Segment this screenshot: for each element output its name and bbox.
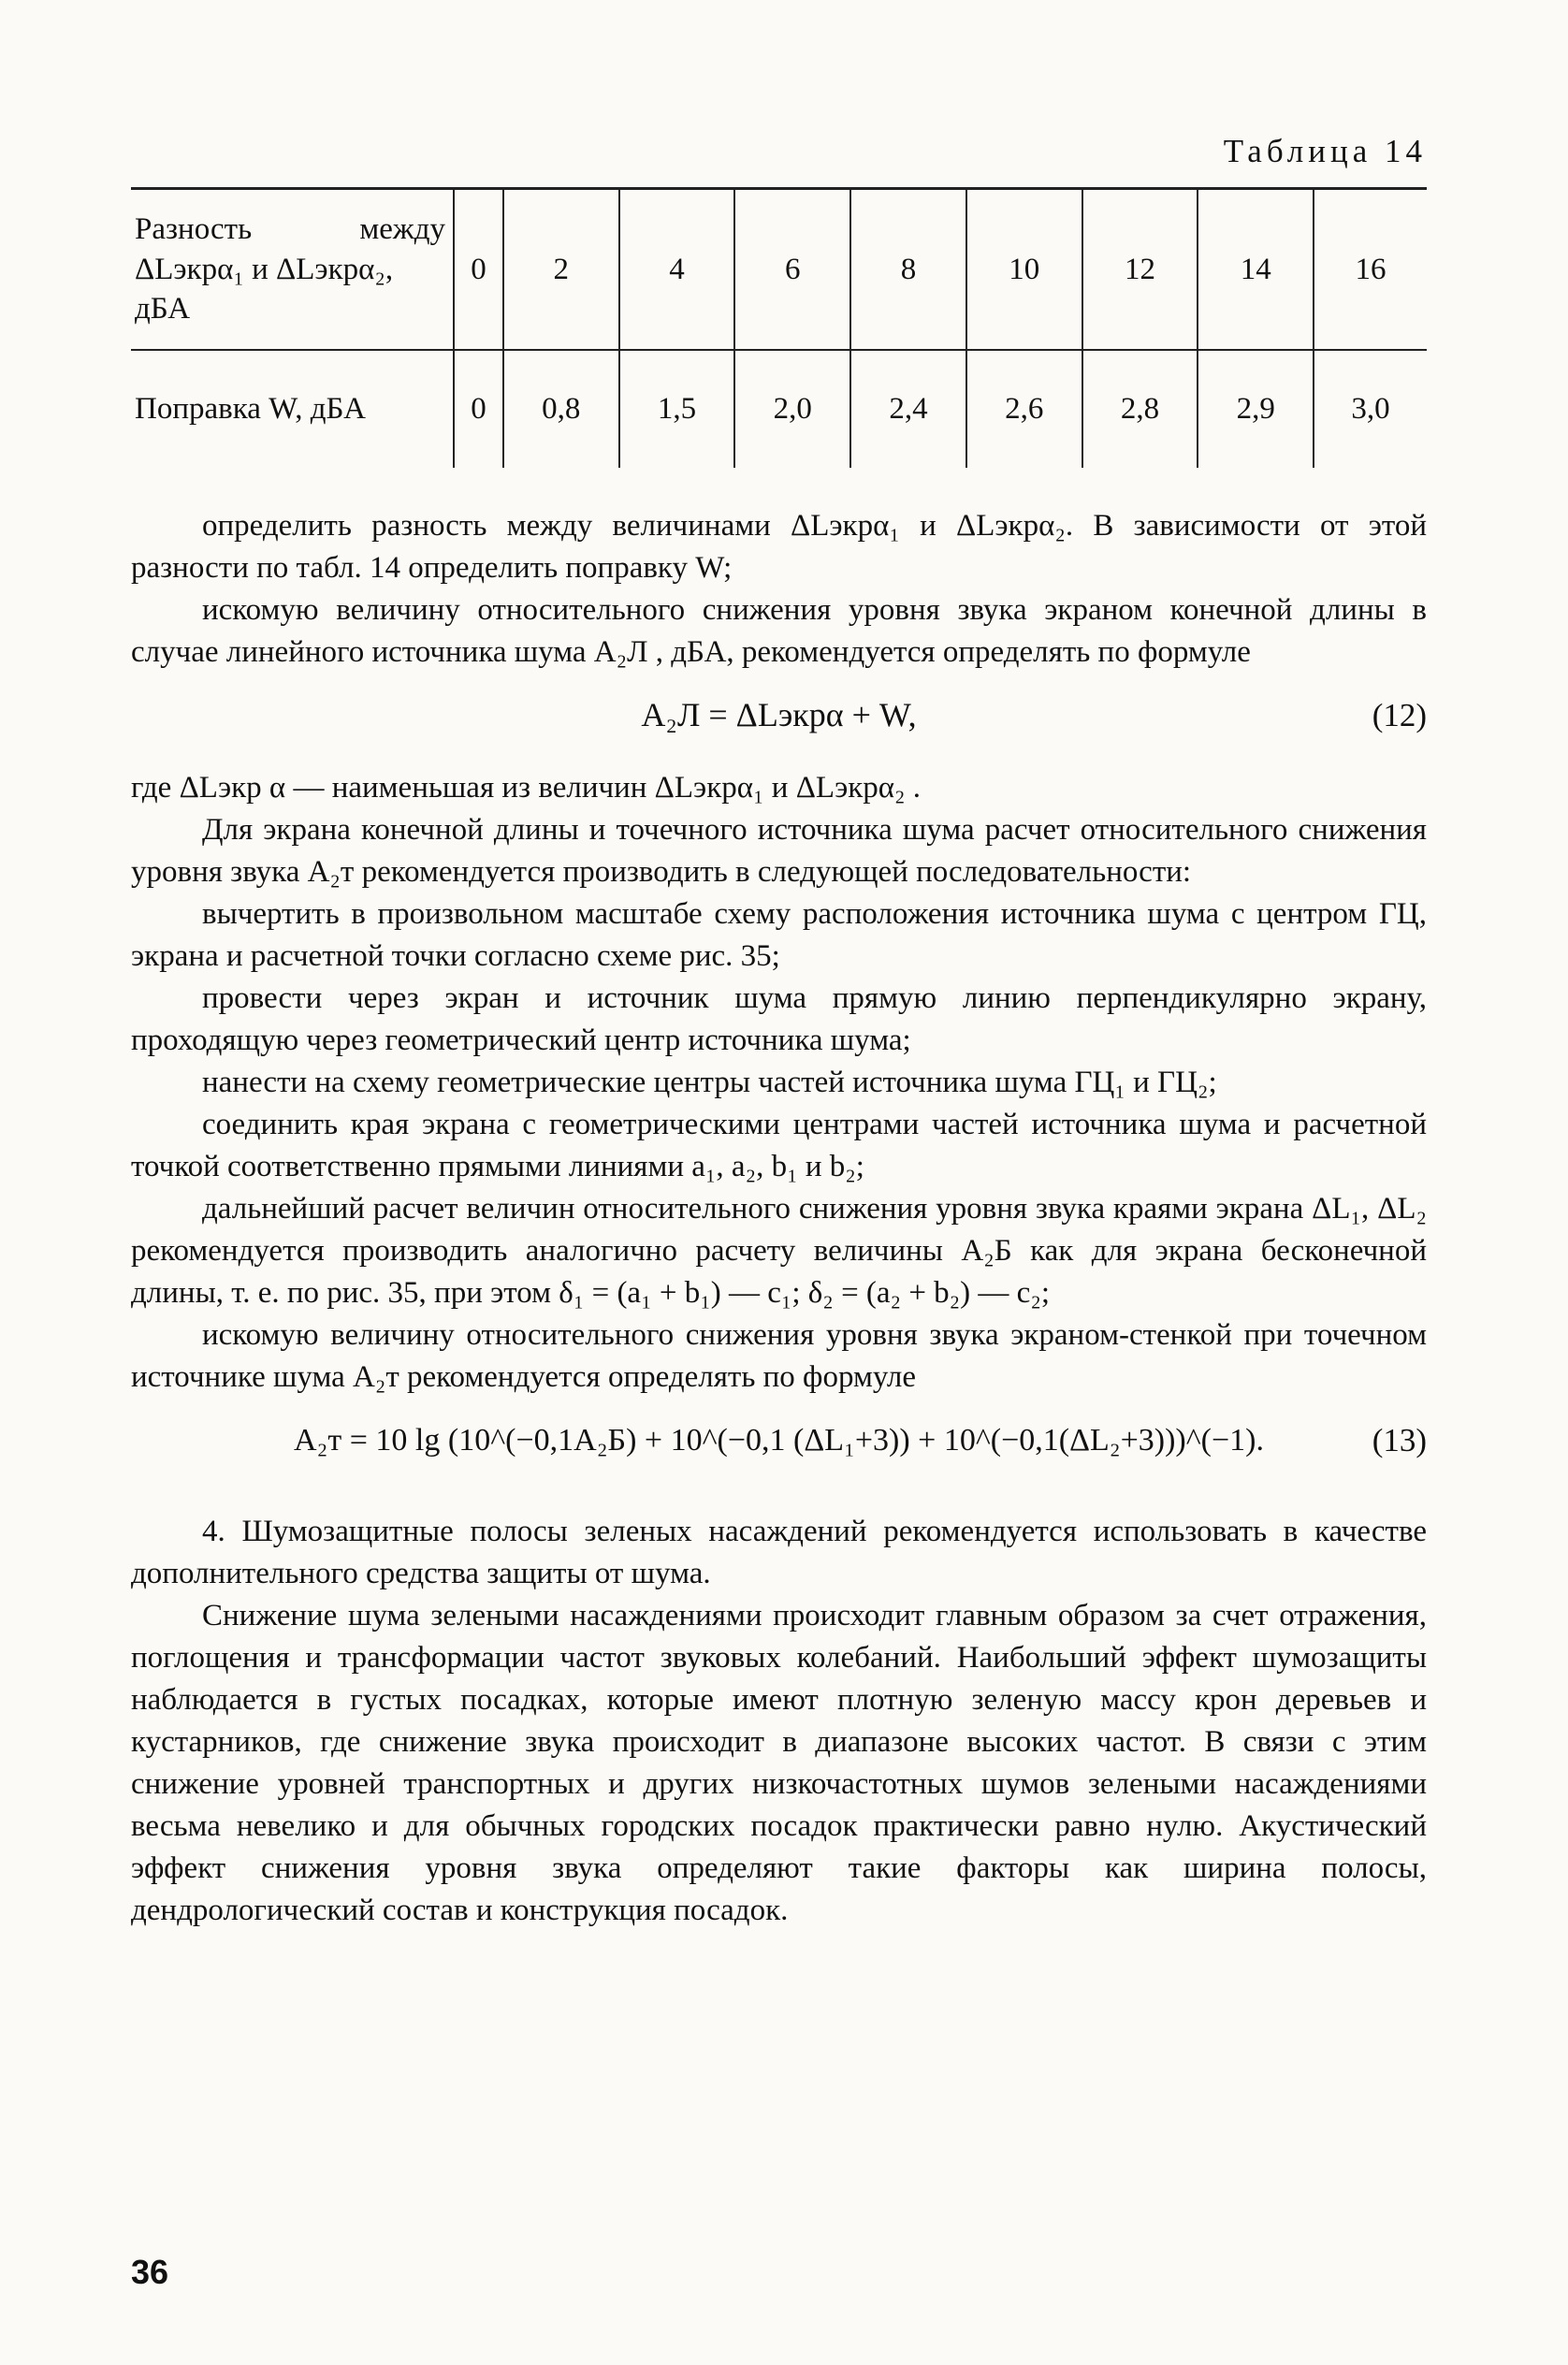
formula-number: (12) [1372, 697, 1427, 733]
table-cell: 10 [966, 189, 1082, 351]
table-cell: 2,4 [850, 350, 966, 468]
paragraph: нанести на схему геометрические центры частей источника шума ГЦ₁ и ГЦ₂; [202, 1066, 1217, 1099]
formula-13 [131, 1399, 1427, 1492]
paragraph: где ΔLэкр α — наименьшая из величин ΔLэкрα₁ и ΔLэкрα₂ . [131, 771, 922, 805]
table-cell: 2,0 [734, 350, 850, 468]
section-paragraph: 4. Шумозащитные полосы зеленых насаждений рекомендуется использовать в качестве дополнительного средства защиты от шума. [131, 1515, 1427, 1590]
formula-expression: A₂т = 10 lg (10^(−0,1A₂Б) + 10^(−0,1 (ΔL₁+3)) + 10^(−0,1(ΔL₂+3)))^(−1). [293, 1423, 1265, 1458]
table-cell: 2,6 [966, 350, 1082, 468]
table-cell: 0,8 [503, 350, 619, 468]
table-cell: 0 [454, 189, 503, 351]
paragraph: соединить края экрана с геометрическими центрами частей источника шума и расчетной точкой соответственно прямыми линиями a₁, a₂, b₁ и b₂; [131, 1108, 1427, 1183]
formula-expression: A₂Л = ΔLэкрα + W, [641, 696, 917, 733]
table-cell: 8 [850, 189, 966, 351]
table-cell: 0 [454, 350, 503, 468]
table-row-correction [131, 350, 1427, 468]
table-row-difference [131, 189, 1427, 351]
body-text [131, 505, 1427, 1932]
table-caption: Таблица 14 [1223, 133, 1427, 169]
table-cell: 16 [1314, 189, 1427, 351]
table-cell: 2 [503, 189, 619, 351]
table-cell: 2,8 [1082, 350, 1198, 468]
paragraph: определить разность между величинами ΔLэкрα₁ и ΔLэкрα₂. В зависимости от этой разности по табл. 14 определить поправку W; [131, 509, 1427, 585]
paragraph: провести через экран и источник шума прямую линию перпендикулярно экрану, проходящую через геометрический центр источника шума; [131, 981, 1427, 1057]
correction-table [131, 187, 1427, 468]
table-cell: 4 [619, 189, 735, 351]
row-header-word-2: между [359, 211, 445, 246]
paragraph: искомую величину относительного снижения уровня звука экраном-стенкой при точечном источнике шума A₂т рекомендуется определять по формуле [131, 1318, 1427, 1394]
page-number: 36 [131, 2253, 169, 2291]
row-header-word-1: Разность [135, 211, 253, 246]
paragraph: дальнейший расчет величин относительного снижения уровня звука краями экрана ΔL₁, ΔL₂ рекомендуется производить аналогично расчету величины A₂Б как для экрана бесконечной длины, т. е. по рис. 35, при этом δ₁ = (a₁ + b₁) — c₁; δ₂ = (a₂ + b₂) — c₂; [131, 1192, 1427, 1310]
paragraph: вычертить в произвольном масштабе схему расположения источника шума с центром ГЦ, экрана и расчетной точки согласно схеме рис. 35; [131, 897, 1427, 973]
table-cell: 1,5 [619, 350, 735, 468]
table-cell: 14 [1198, 189, 1314, 351]
paragraph: Снижение шума зелеными насаждениями происходит главным образом за счет отражения, поглощения и трансформации частот звуковых колебаний. Наибольший эффект шумозащиты наблюдается в густых посадках, которые имеют плотную зеленую массу крон деревьев и кустарников, где снижение звука происходит в диапазоне высоких частот. В связи с этим снижение уровней транспортных и других низкочастотных шумов зелеными насаждениями весьма невелико и для обычных городских посадок практически равно нулю. Акустический эффект снижения уровня звука определяют такие факторы как ширина полосы, дендрологический состав и конструкция посадок. [131, 1599, 1427, 1927]
row-header-difference [131, 189, 454, 351]
formula-number: (13) [1372, 1422, 1427, 1458]
row-header-correction: Поправка W, дБА [135, 392, 366, 427]
table-14 [131, 187, 1427, 468]
paragraph: искомую величину относительного снижения уровня звука экраном конечной длины в случае линейного источника шума A₂Л , дБА, рекомендуется определять по формуле [131, 593, 1427, 669]
formula-12 [131, 674, 1427, 767]
paragraph: Для экрана конечной длины и точечного источника шума расчет относительного снижения уровня звука A₂т рекомендуется производить в следующей последовательности: [131, 813, 1427, 889]
table-cell: 3,0 [1314, 350, 1427, 468]
table-cell: 2,9 [1198, 350, 1314, 468]
row-header-line-3: дБА [135, 292, 191, 326]
table-cell: 12 [1082, 189, 1198, 351]
table-cell: 6 [734, 189, 850, 351]
row-header-line-2: ΔLэкрα₁ и ΔLэкрα₂, [135, 252, 394, 286]
